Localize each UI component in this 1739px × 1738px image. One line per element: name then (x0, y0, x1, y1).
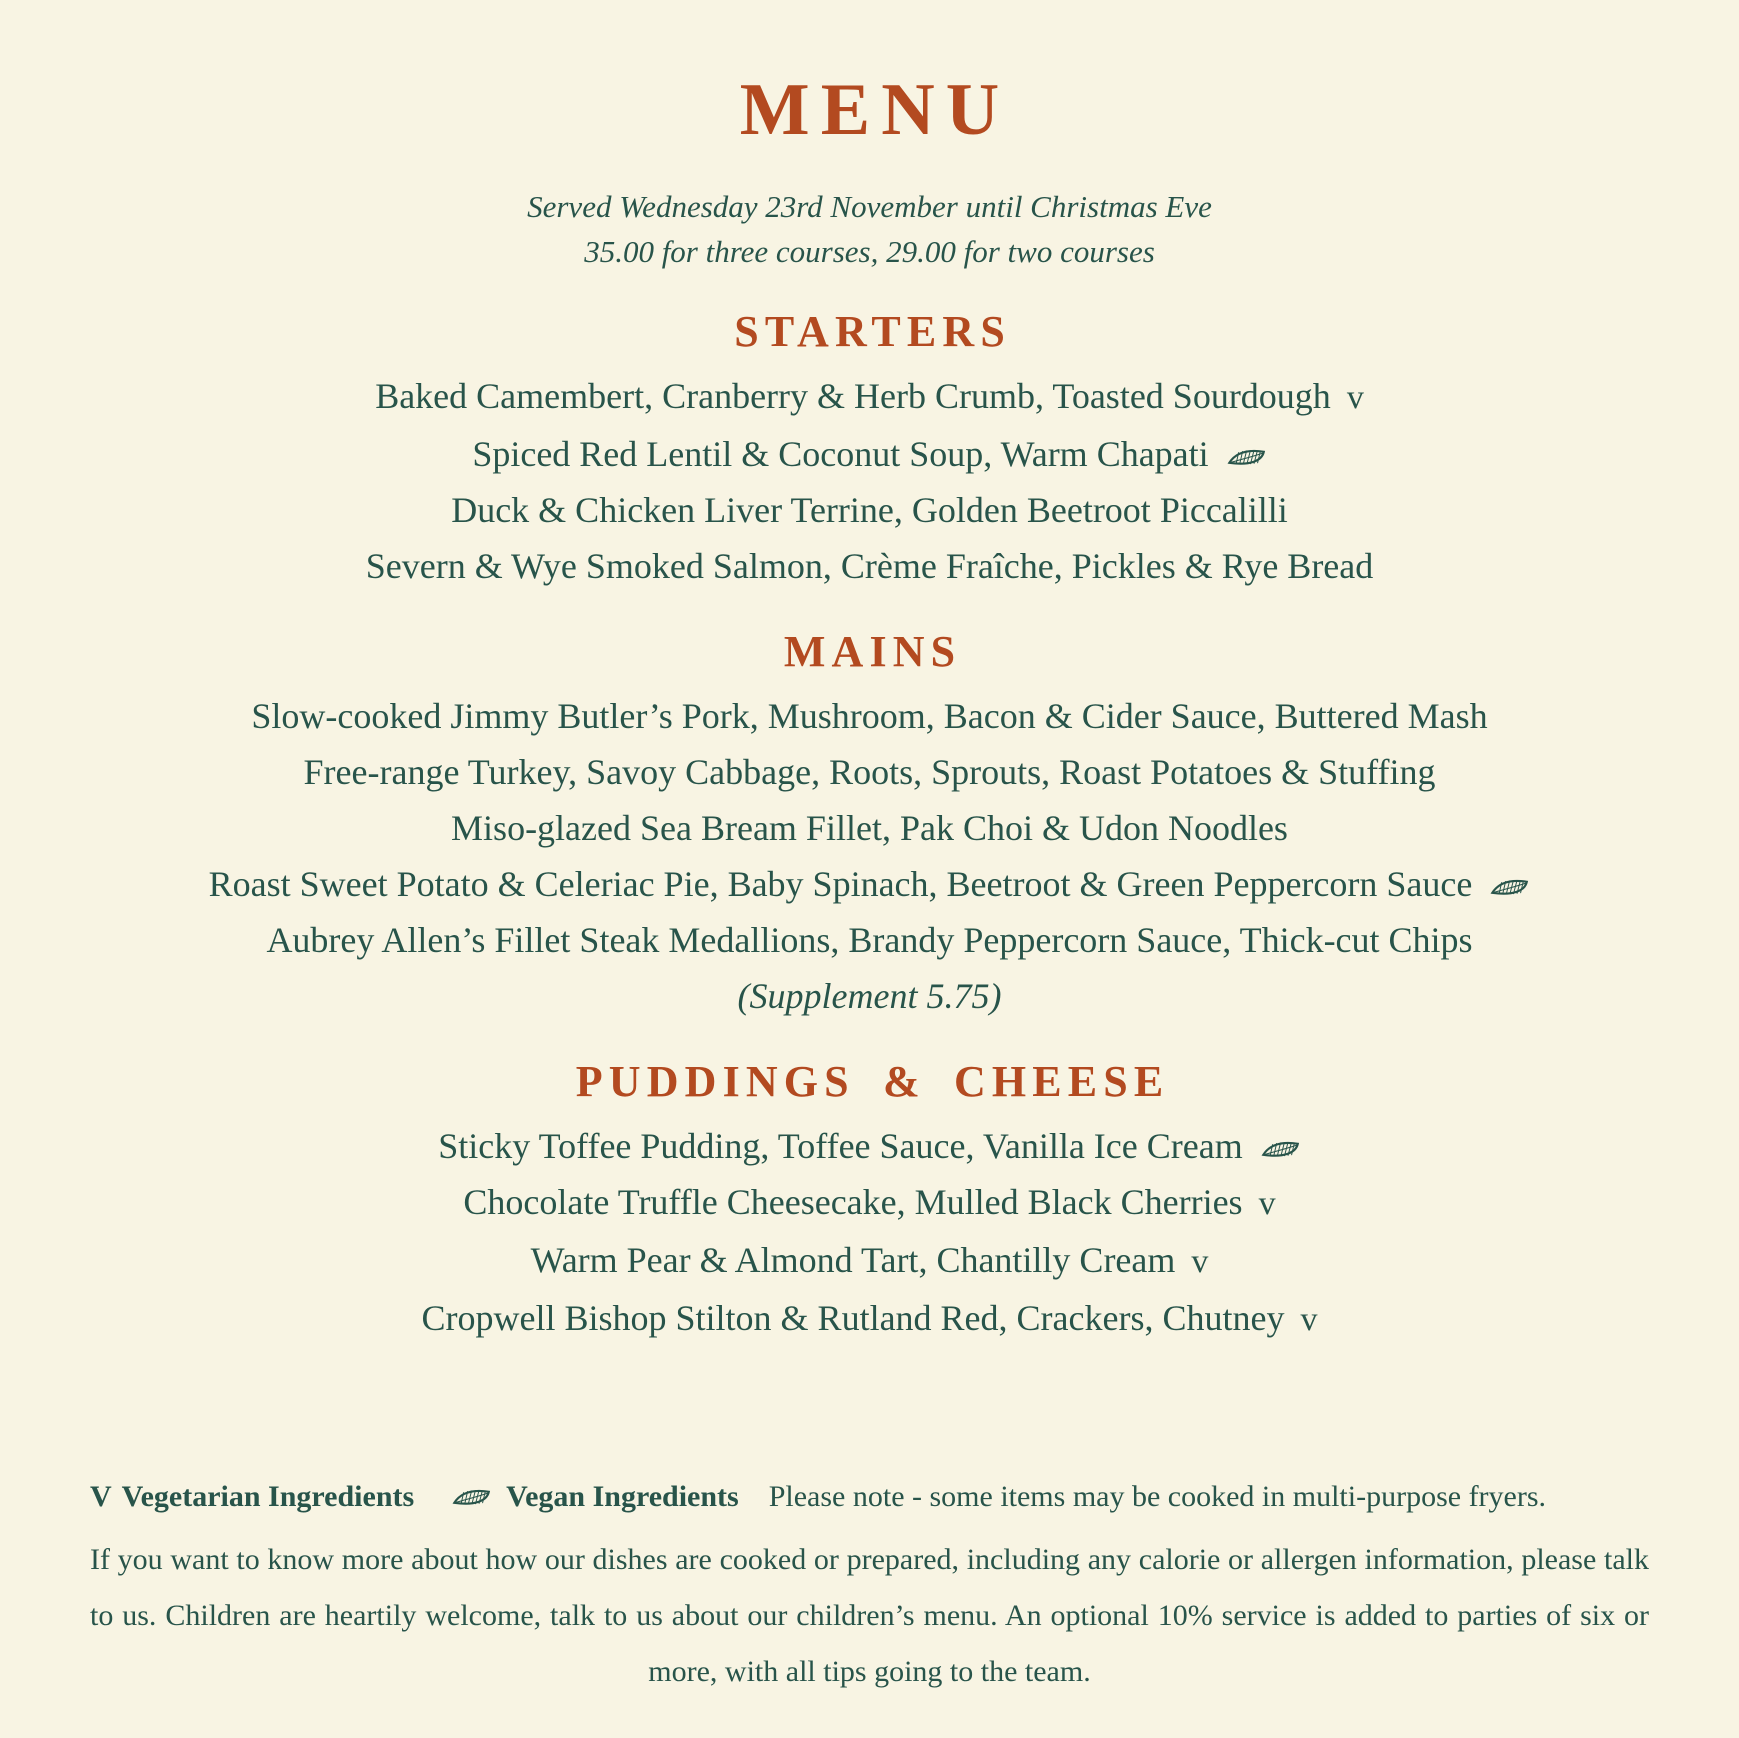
menu-item (90, 368, 1649, 426)
vegetarian-marker: v (1346, 379, 1364, 416)
legend-vegetarian-label: Vegetarian Ingredients (121, 1480, 415, 1513)
menu-item (90, 1174, 1649, 1232)
page-title: MENU (739, 69, 1011, 151)
menu-item (90, 426, 1649, 482)
section-title: PUDDINGS & CHEESE (575, 1057, 1170, 1106)
menu-item-text: Warm Pear & Almond Tart, Chantilly Cream (530, 1240, 1176, 1280)
subtitle-line-1: Served Wednesday 23rd November until Christmas Eve (527, 189, 1212, 224)
menu-item-text: Aubrey Allen’s Fillet Steak Medallions, Brandy Peppercorn Sauce, Thick-cut Chips (266, 920, 1473, 960)
vegetarian-marker: v (1300, 1301, 1318, 1338)
menu-item-text: Severn & Wye Smoked Salmon, Crème Fraîche, Pickles & Rye Bread (365, 546, 1374, 586)
vegetarian-marker: v (1191, 1243, 1209, 1280)
legend-vegetarian-symbol: V (90, 1480, 112, 1513)
vegan-leaf-icon (452, 1476, 492, 1518)
menu-sections (90, 308, 1649, 1348)
menu-item-text: Spiced Red Lentil & Coconut Soup, Warm Chapati (472, 434, 1209, 474)
vegan-leaf-icon (1490, 856, 1530, 912)
legend-note: Please note - some items may be cooked in multi-purpose fryers. (768, 1480, 1547, 1513)
subtitle-line-2: 35.00 for three courses, 29.00 for two courses (584, 234, 1155, 269)
section-title: STARTERS (734, 307, 1011, 356)
menu-item-text: Duck & Chicken Liver Terrine, Golden Beetroot Piccalilli (451, 490, 1288, 530)
menu-item (90, 800, 1649, 856)
vegan-leaf-icon (1261, 1118, 1301, 1174)
footer-note: If you want to know more about how our dishes are cooked or prepared, including any calorie or allergen information, please talk to us. Children are heartily welcome, talk to us about our children’s menu. An optional 10% service is added to parties of six or more, with all tips going to the team. (90, 1543, 1649, 1688)
menu-item-text: Roast Sweet Potato & Celeriac Pie, Baby Spinach, Beetroot & Green Peppercorn Sauce (208, 864, 1473, 904)
menu-item-text: Sticky Toffee Pudding, Toffee Sauce, Vanilla Ice Cream (438, 1126, 1243, 1166)
menu-item (90, 1290, 1649, 1348)
legend-vegan-label: Vegan Ingredients (506, 1480, 739, 1513)
menu-item (90, 856, 1649, 912)
legend (90, 1476, 1649, 1518)
section-title: MAINS (783, 627, 962, 676)
menu-item-text: Free-range Turkey, Savoy Cabbage, Roots, Sprouts, Roast Potatoes & Stuffing (303, 752, 1436, 792)
menu-item (90, 744, 1649, 800)
menu-item-text: Chocolate Truffle Cheesecake, Mulled Black Cherries (463, 1182, 1243, 1222)
menu-subtitle (90, 184, 1649, 274)
vegan-leaf-icon (1227, 426, 1267, 482)
menu-item (90, 482, 1649, 538)
menu-item-text: Baked Camembert, Cranberry & Herb Crumb, Toasted Sourdough (375, 376, 1331, 416)
menu-item (90, 538, 1649, 594)
menu-item (90, 912, 1649, 968)
menu-item-text: Cropwell Bishop Stilton & Rutland Red, Crackers, Chutney (421, 1298, 1285, 1338)
menu-item-text: Slow-cooked Jimmy Butler’s Pork, Mushroom, Bacon & Cider Sauce, Buttered Mash (251, 696, 1488, 736)
supplement-note: (Supplement 5.75) (737, 976, 1002, 1016)
menu-item (90, 1118, 1649, 1174)
menu-item-text: Miso-glazed Sea Bream Fillet, Pak Choi & Udon Noodles (451, 808, 1288, 848)
menu-item (90, 1232, 1649, 1290)
menu-item (90, 688, 1649, 744)
vegetarian-marker: v (1258, 1185, 1276, 1222)
